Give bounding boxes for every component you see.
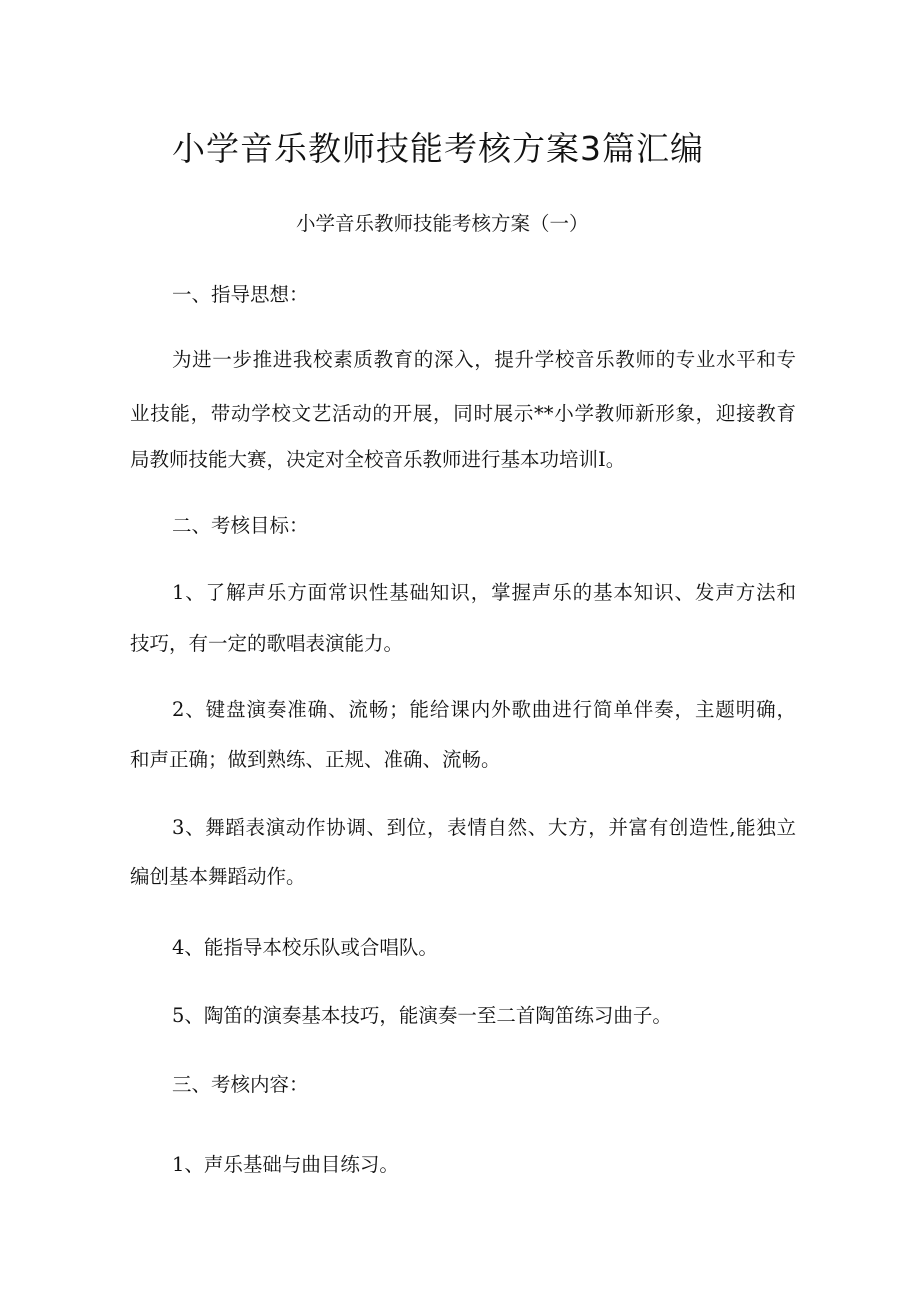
paragraph-line: 局教师技能大赛，决定对全校音乐教师进行基本功培训I。: [130, 448, 626, 471]
document-subtitle: 小学音乐教师技能考核方案（一）: [296, 212, 589, 235]
list-item: 4、能指导本校乐队或合唱队。: [172, 936, 438, 959]
section-heading-assessment-goals: 二、考核目标：: [172, 514, 309, 537]
list-item-line: 和声正确；做到熟练、正规、准确、流畅。: [130, 748, 501, 771]
section-heading-assessment-content: 三、考核内容：: [172, 1073, 309, 1096]
list-item: 1、声乐基础与曲目练习。: [172, 1153, 399, 1176]
list-item-line: 编创基本舞蹈动作。: [130, 865, 306, 888]
document-title: 小学音乐教师技能考核方案3篇汇编: [172, 129, 704, 168]
paragraph-line: 业技能，带动学校文艺活动的开展，同时展示**小学教师新形象，迎接教育: [130, 402, 796, 425]
list-item: 5、陶笛的演奏基本技巧，能演奏一至二首陶笛练习曲子。: [172, 1004, 672, 1027]
list-item-line: 2、键盘演奏准确、流畅；能给课内外歌曲进行简单伴奏，主题明确，: [172, 698, 796, 721]
list-item-line: 技巧，有一定的歌唱表演能力。: [130, 632, 404, 655]
list-item-line: 3、舞蹈表演动作协调、到位，表情自然、大方，并富有创造性,能独立: [172, 816, 796, 839]
paragraph-line: 为进一步推进我校素质教育的深入，提升学校音乐教师的专业水平和专: [172, 348, 796, 371]
list-item-line: 1、了解声乐方面常识性基础知识，掌握声乐的基本知识、发声方法和: [172, 581, 796, 604]
section-heading-guiding-ideology: 一、指导思想：: [172, 283, 309, 306]
